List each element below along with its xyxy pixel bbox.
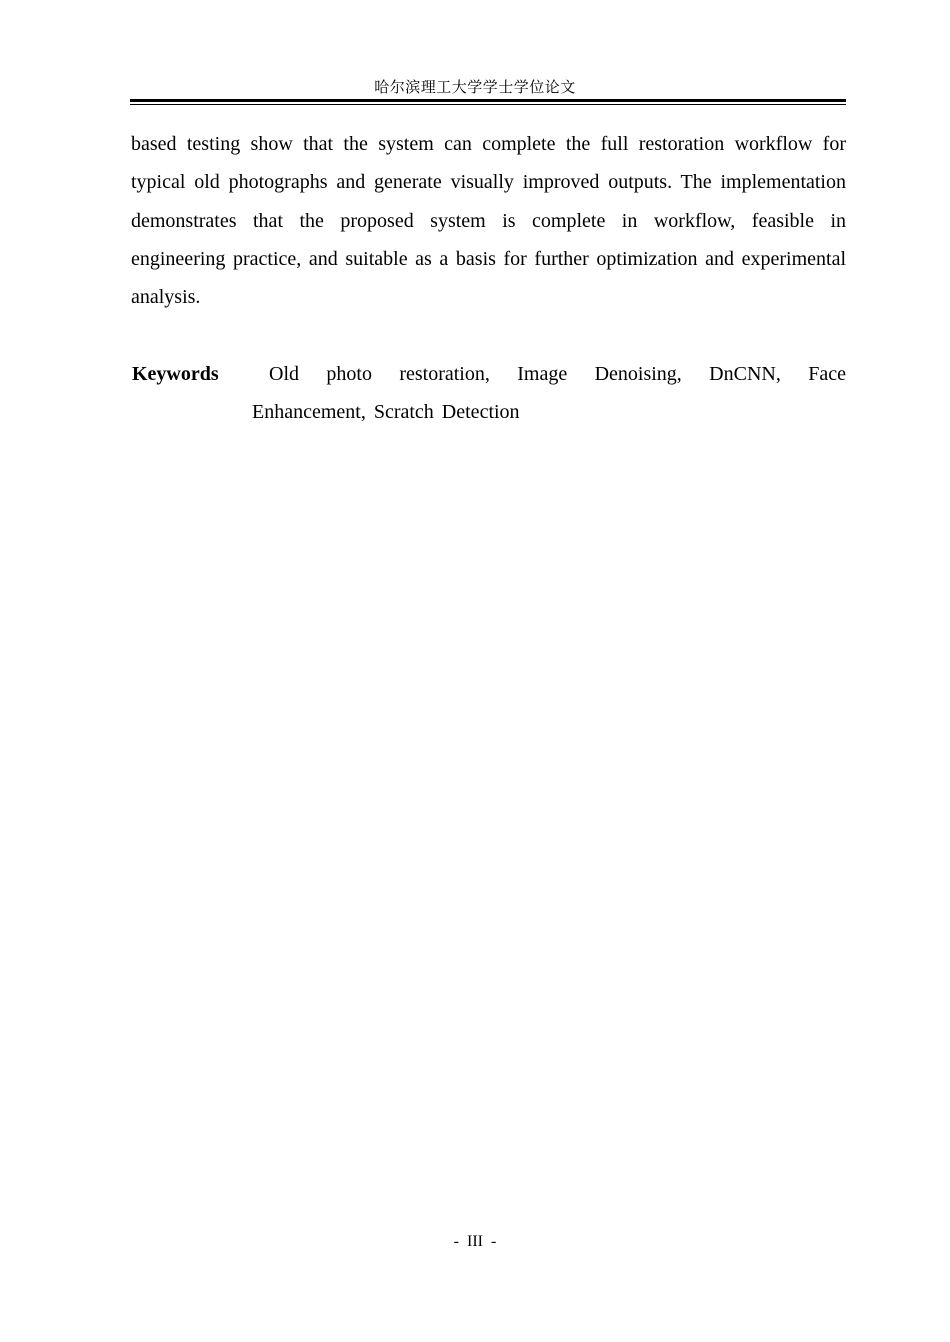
header-title: 哈尔滨理工大学学士学位论文 <box>374 80 576 96</box>
header-rule-thick <box>130 99 846 102</box>
keywords-text: Old photo restoration, Image Denoising, DnCNN, Face Enhancement, Scratch Detection <box>252 363 846 423</box>
page-number: - III - <box>453 1233 497 1250</box>
keywords-section <box>132 355 846 431</box>
keywords-label: Keywords <box>132 363 219 385</box>
header-rule-thin <box>130 104 846 105</box>
abstract-paragraph: based testing show that the system can complete the full restoration workflow for typical old photographs and generate visually improved outputs. The implementation demonstrates that the proposed system is complete in workflow, feasible in engineering practice, and suitable as a basis for further optimization and experimental analysis. <box>131 133 846 309</box>
